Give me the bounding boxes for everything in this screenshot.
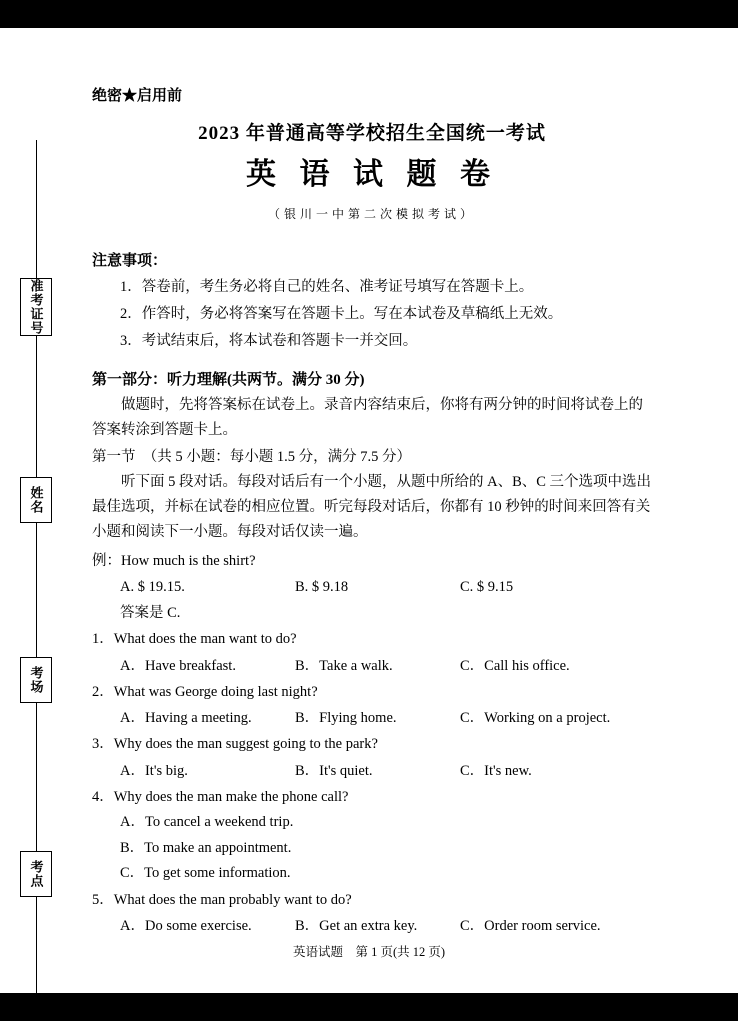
option-b: B．It's quiet. <box>295 762 373 779</box>
exam-title: 2023 年普通高等学校招生全国统一考试 <box>198 123 546 144</box>
top-black-bar <box>0 0 738 28</box>
option-a: A. $ 19.15. <box>120 579 185 595</box>
example-question: 例：How much is the shirt? <box>92 553 256 569</box>
question-4: 4．Why does the man make the phone call? <box>92 788 349 805</box>
note-item-2: 2．作答时，务必将答案写在答题卡上。写在本试卷及草稿纸上无效。 <box>120 306 563 322</box>
secrecy-notice: 绝密★启用前 <box>92 88 183 104</box>
question-3-options <box>92 758 652 784</box>
seal-label-line: 考点 <box>28 860 44 888</box>
bottom-black-bar <box>0 993 738 1021</box>
note-item-3: 3．考试结束后，将本试卷和答题卡一并交回。 <box>120 333 418 349</box>
subject-title: 英 语 试 题 卷 <box>246 158 498 191</box>
seal-label-line: 准考 <box>28 279 44 307</box>
option-c: C．Working on a project. <box>460 710 611 726</box>
option-a: A．Do some exercise. <box>120 918 252 934</box>
option-b: B．Flying home. <box>295 710 397 726</box>
notes-heading: 注意事项： <box>92 253 168 269</box>
question-1: 1．What does the man want to do? <box>92 631 297 647</box>
option-c: C．It's new. <box>460 762 532 779</box>
example-answer: 答案是 C. <box>120 605 181 621</box>
option-a: A．Have breakfast. <box>120 657 236 674</box>
note-item-1: 1．答卷前，考生务必将自己的姓名、准考证号填写在答题卡上。 <box>120 279 534 295</box>
page-footer: 英语试题 第 1 页(共 12 页) <box>292 945 446 959</box>
option-b: B．Take a walk. <box>295 657 393 674</box>
seal-label-line: 证号 <box>28 307 44 335</box>
example-options <box>92 574 652 600</box>
question-4-option-b: B．To make an appointment. <box>120 839 292 856</box>
page-content <box>0 28 738 939</box>
seal-label-line: 姓名 <box>28 486 44 514</box>
section1-heading: 第一节 （共 5 小题：每小题 1.5 分，满分 7.5 分） <box>92 449 411 465</box>
option-a: A．It's big. <box>120 762 188 779</box>
question-4-option-c: C．To get some information. <box>120 865 291 881</box>
question-2-options <box>92 705 652 731</box>
option-b: B. $ 9.18 <box>295 579 349 595</box>
question-2: 2．What was George doing last night? <box>92 683 318 700</box>
option-c: C．Order room service. <box>460 918 601 934</box>
part1-instructions: 做题时，先将答案标在试卷上。录音内容结束后，你将有两分钟的时间将试卷上的答案转涂到答题卡上。 <box>92 397 643 438</box>
option-c: C. $ 9.15 <box>460 579 514 595</box>
seal-label-line: 考场 <box>28 666 44 694</box>
question-5: 5．What does the man probably want to do? <box>92 891 352 908</box>
question-3: 3．Why does the man suggest going to the park? <box>92 736 378 752</box>
question-4-option-a: A．To cancel a weekend trip. <box>120 814 294 830</box>
question-5-options <box>92 913 652 939</box>
section1-instructions: 听下面 5 段对话。每段对话后有一个小题，从题中所给的 A、B、C 三个选项中选出最佳选项，并标在试卷的相应位置。听完每段对话后，你都有 10 秒钟的时间来回答有关小题和阅读下一小题。每段对话仅读一遍。 <box>92 474 652 540</box>
exam-subtitle: （银川一中第二次模拟考试） <box>267 207 476 221</box>
option-b: B．Get an extra key. <box>295 918 418 934</box>
option-c: C．Call his office. <box>460 657 570 674</box>
question-1-options <box>92 653 652 679</box>
option-a: A．Having a meeting. <box>120 710 252 726</box>
part1-heading: 第一部分：听力理解(共两节。满分 30 分) <box>92 372 365 388</box>
